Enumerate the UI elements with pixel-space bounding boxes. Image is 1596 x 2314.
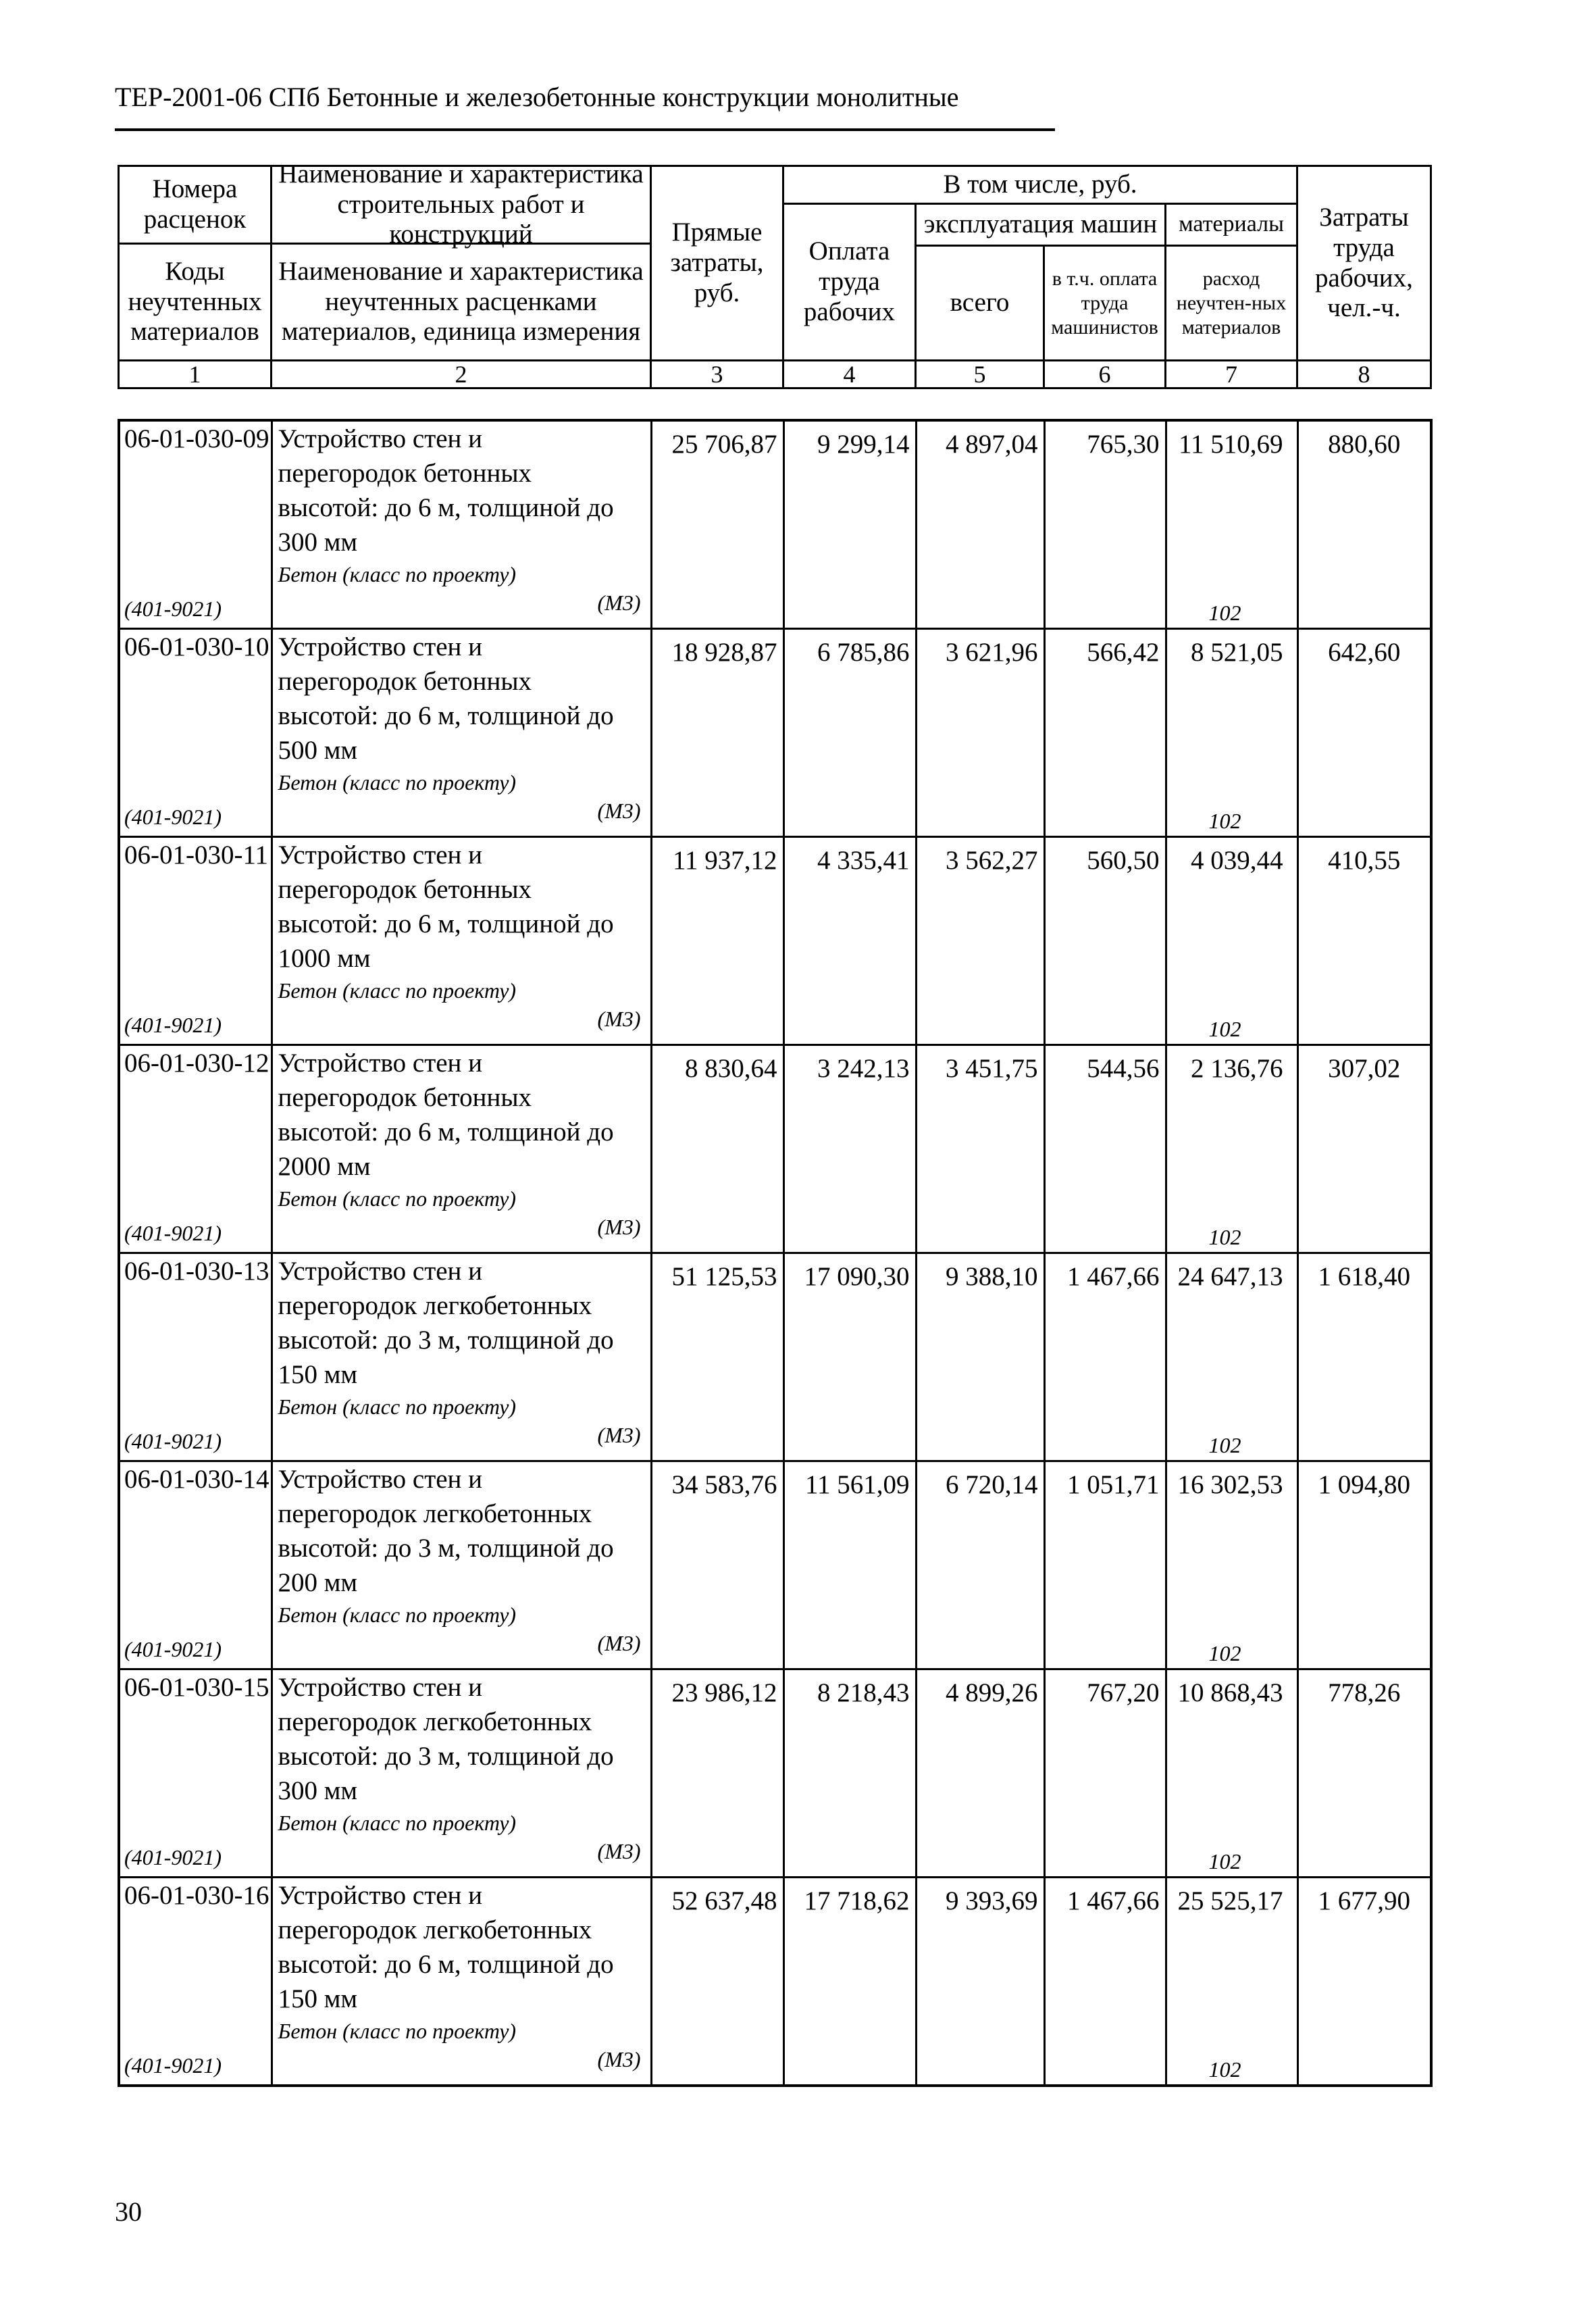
work-name-line: 200 мм	[278, 1568, 358, 1597]
machinists-pay: 1 467,66	[1044, 1878, 1166, 2086]
material-code: (401-9021)	[124, 597, 222, 621]
materials-cell	[1166, 420, 1297, 629]
machines-total: 3 451,75	[916, 1045, 1044, 1253]
table-row	[119, 420, 1431, 629]
header-col6: в т.ч. оплата труда машинистов	[1044, 246, 1166, 361]
labor-pay: 11 561,09	[783, 1461, 916, 1669]
work-name-line: Устройство стен и	[278, 1673, 483, 1702]
work-name-line: 300 мм	[278, 1776, 358, 1805]
rate-code-cell	[119, 1045, 272, 1253]
header-num-6: 6	[1044, 361, 1166, 388]
work-name-cell	[272, 1253, 651, 1461]
work-name-cell	[272, 1045, 651, 1253]
materials-cell	[1166, 837, 1297, 1045]
work-name-cell	[272, 837, 651, 1045]
work-name-cell	[272, 1878, 651, 2086]
rate-code: 06-01-030-13	[124, 1257, 269, 1286]
direct-costs: 52 637,48	[651, 1878, 783, 2086]
materials-cell	[1166, 1045, 1297, 1253]
material-unit: (М3)	[597, 1215, 641, 1239]
table-row	[119, 629, 1431, 837]
work-name-line: перегородок бетонных	[278, 875, 532, 904]
machinists-pay: 1 467,66	[1044, 1253, 1166, 1461]
machines-total: 9 388,10	[916, 1253, 1044, 1461]
header-num-5: 5	[916, 361, 1044, 388]
labor-pay: 6 785,86	[783, 629, 916, 837]
work-name-line: перегородок бетонных	[278, 459, 532, 488]
material-quantity: 102	[1208, 601, 1241, 625]
work-name-line: Устройство стен и	[278, 1049, 483, 1078]
material-unit: (М3)	[597, 590, 641, 615]
work-name-line: высотой: до 3 м, толщиной до	[278, 1534, 614, 1563]
table-row	[119, 1669, 1431, 1878]
material-code: (401-9021)	[124, 1221, 222, 1245]
header-num-3: 3	[651, 361, 783, 388]
material-name: Бетон (класс по проекту)	[278, 2019, 517, 2043]
rate-code-cell	[119, 1461, 272, 1669]
materials-cost: 24 647,13	[1177, 1262, 1283, 1291]
machinists-pay: 1 051,71	[1044, 1461, 1166, 1669]
work-name-line: высотой: до 6 м, толщиной до	[278, 701, 614, 730]
work-name-cell	[272, 1669, 651, 1878]
material-name: Бетон (класс по проекту)	[278, 770, 517, 795]
work-name-line: Устройство стен и	[278, 632, 483, 661]
work-name-line: высотой: до 6 м, толщиной до	[278, 909, 614, 938]
machinists-pay: 566,42	[1044, 629, 1166, 837]
materials-cost: 8 521,05	[1191, 638, 1283, 667]
work-name-line: перегородок бетонных	[278, 1083, 532, 1112]
header-col7: расход неучтен-ных материалов	[1166, 246, 1297, 361]
direct-costs: 18 928,87	[651, 629, 783, 837]
header-num-4: 4	[783, 361, 916, 388]
direct-costs: 25 706,87	[651, 420, 783, 629]
rate-code-cell	[119, 1253, 272, 1461]
rate-code-cell	[119, 1878, 272, 2086]
work-name-line: 2000 мм	[278, 1152, 371, 1181]
header-group-label: В том числе, руб.	[783, 166, 1297, 204]
rate-code-cell	[119, 1669, 272, 1878]
direct-costs: 8 830,64	[651, 1045, 783, 1253]
labor-hours: 1 618,40	[1297, 1253, 1431, 1461]
rate-code: 06-01-030-09	[124, 424, 269, 453]
direct-costs: 51 125,53	[651, 1253, 783, 1461]
materials-cost: 16 302,53	[1177, 1470, 1283, 1499]
rate-code-cell	[119, 629, 272, 837]
labor-hours: 778,26	[1297, 1669, 1431, 1878]
work-name-cell	[272, 629, 651, 837]
labor-hours: 410,55	[1297, 837, 1431, 1045]
materials-cost: 25 525,17	[1177, 1886, 1283, 1915]
labor-pay: 9 299,14	[783, 420, 916, 629]
material-name: Бетон (класс по проекту)	[278, 1811, 517, 1835]
labor-pay: 8 218,43	[783, 1669, 916, 1878]
header-num-7: 7	[1166, 361, 1297, 388]
header-col3: Прямые затраты, руб.	[651, 166, 783, 361]
rate-code-cell	[119, 420, 272, 629]
materials-cost: 11 510,69	[1178, 430, 1283, 459]
rate-code: 06-01-030-11	[124, 840, 269, 870]
rate-code: 06-01-030-12	[124, 1049, 269, 1078]
header-num-8: 8	[1297, 361, 1431, 388]
work-name-cell	[272, 420, 651, 629]
header-col5: всего	[916, 246, 1044, 361]
materials-cell	[1166, 1878, 1297, 2086]
material-quantity: 102	[1208, 1225, 1241, 1249]
work-name-line: Устройство стен и	[278, 840, 483, 870]
work-name-line: Устройство стен и	[278, 424, 483, 453]
machinists-pay: 544,56	[1044, 1045, 1166, 1253]
labor-pay: 4 335,41	[783, 837, 916, 1045]
rate-code: 06-01-030-15	[124, 1673, 269, 1702]
material-quantity: 102	[1208, 1849, 1241, 1873]
work-name-line: высотой: до 3 м, толщиной до	[278, 1326, 614, 1355]
material-code: (401-9021)	[124, 2053, 222, 2078]
material-code: (401-9021)	[124, 1013, 222, 1037]
materials-cell	[1166, 1461, 1297, 1669]
title-rule	[115, 128, 1055, 131]
machinists-pay: 765,30	[1044, 420, 1166, 629]
material-code: (401-9021)	[124, 1637, 222, 1661]
direct-costs: 23 986,12	[651, 1669, 783, 1878]
material-unit: (М3)	[597, 1007, 641, 1031]
materials-cost: 4 039,44	[1191, 846, 1283, 875]
machines-total: 3 621,96	[916, 629, 1044, 837]
material-quantity: 102	[1208, 1433, 1241, 1457]
work-name-line: 150 мм	[278, 1360, 358, 1389]
header-num-2: 2	[272, 361, 651, 388]
header-col1-top: Номера расценок	[120, 167, 270, 245]
header-col2-bottom: Наименование и характеристика неучтенных расценками материалов, единица измерения	[278, 256, 644, 347]
header-col4: Оплата труда рабочих	[783, 204, 916, 361]
rates-table	[118, 419, 1433, 2087]
labor-hours: 1 094,80	[1297, 1461, 1431, 1669]
rate-code: 06-01-030-16	[124, 1881, 269, 1910]
material-code: (401-9021)	[124, 805, 222, 829]
labor-pay: 17 090,30	[783, 1253, 916, 1461]
machines-total: 3 562,27	[916, 837, 1044, 1045]
material-unit: (М3)	[597, 1839, 641, 1863]
work-name-line: перегородок легкобетонных	[278, 1707, 592, 1736]
header-col8: Затраты труда рабочих, чел.-ч.	[1297, 166, 1431, 361]
machines-total: 9 393,69	[916, 1878, 1044, 2086]
table-row	[119, 1461, 1431, 1669]
header-col2	[272, 159, 651, 361]
material-quantity: 102	[1208, 2057, 1241, 2082]
material-unit: (М3)	[597, 1631, 641, 1655]
material-name: Бетон (класс по проекту)	[278, 1186, 517, 1211]
machinists-pay: 560,50	[1044, 837, 1166, 1045]
materials-cost: 2 136,76	[1191, 1054, 1283, 1083]
table-row	[119, 1878, 1431, 2086]
direct-costs: 34 583,76	[651, 1461, 783, 1669]
work-name-line: перегородок легкобетонных	[278, 1499, 592, 1528]
table-row	[119, 1045, 1431, 1253]
work-name-line: 150 мм	[278, 1984, 358, 2013]
material-name: Бетон (класс по проекту)	[278, 1394, 517, 1419]
materials-cell	[1166, 629, 1297, 837]
work-name-line: высотой: до 6 м, толщиной до	[278, 493, 614, 522]
work-name-line: перегородок бетонных	[278, 667, 532, 696]
header-col1	[119, 166, 272, 361]
work-name-line: Устройство стен и	[278, 1465, 483, 1494]
header-num-1: 1	[119, 361, 272, 388]
labor-hours: 307,02	[1297, 1045, 1431, 1253]
work-name-line: высотой: до 6 м, толщиной до	[278, 1950, 614, 1979]
work-name-line: перегородок легкобетонных	[278, 1915, 592, 1944]
work-name-line: перегородок легкобетонных	[278, 1291, 592, 1320]
material-code: (401-9021)	[124, 1429, 222, 1453]
labor-hours: 642,60	[1297, 629, 1431, 837]
materials-cost: 10 868,43	[1177, 1678, 1283, 1707]
machines-total: 4 897,04	[916, 420, 1044, 629]
work-name-line: 500 мм	[278, 736, 358, 765]
table-header	[118, 159, 1432, 389]
material-quantity: 102	[1208, 1017, 1241, 1041]
work-name-line: высотой: до 6 м, толщиной до	[278, 1117, 614, 1147]
material-unit: (М3)	[597, 799, 641, 823]
header-col1-bottom: Коды неучтенных материалов	[128, 256, 262, 347]
work-name-line: Устройство стен и	[278, 1881, 483, 1910]
material-name: Бетон (класс по проекту)	[278, 978, 517, 1003]
machines-total: 4 899,26	[916, 1669, 1044, 1878]
material-unit: (М3)	[597, 1423, 641, 1447]
work-name-line: 1000 мм	[278, 944, 371, 973]
rate-code-cell	[119, 837, 272, 1045]
material-code: (401-9021)	[124, 1845, 222, 1869]
material-name: Бетон (класс по проекту)	[278, 562, 517, 586]
header-materials-label: материалы	[1166, 204, 1297, 246]
work-name-line: 300 мм	[278, 528, 358, 557]
labor-hours: 880,60	[1297, 420, 1431, 629]
table-row	[119, 1253, 1431, 1461]
table-body	[119, 420, 1431, 2086]
work-name-cell	[272, 1461, 651, 1669]
labor-pay: 17 718,62	[783, 1878, 916, 2086]
direct-costs: 11 937,12	[651, 837, 783, 1045]
rate-code: 06-01-030-14	[124, 1465, 269, 1494]
material-quantity: 102	[1208, 1641, 1241, 1665]
work-name-line: Устройство стен и	[278, 1257, 483, 1286]
document-title: ТЕР-2001-06 СПб Бетонные и железобетонные конструкции монолитные	[115, 82, 959, 112]
header-col2-top: Наименование и характеристика строительных работ и конструкций	[272, 167, 650, 245]
rate-code: 06-01-030-10	[124, 632, 269, 661]
page-number: 30	[115, 2196, 142, 2227]
material-unit: (М3)	[597, 2047, 641, 2071]
machinists-pay: 767,20	[1044, 1669, 1166, 1878]
table-row	[119, 837, 1431, 1045]
labor-hours: 1 677,90	[1297, 1878, 1431, 2086]
materials-cell	[1166, 1669, 1297, 1878]
header-machines-label: эксплуатация машин	[916, 204, 1166, 246]
material-name: Бетон (класс по проекту)	[278, 1603, 517, 1627]
material-quantity: 102	[1208, 809, 1241, 833]
work-name-line: высотой: до 3 м, толщиной до	[278, 1742, 614, 1771]
materials-cell	[1166, 1253, 1297, 1461]
machines-total: 6 720,14	[916, 1461, 1044, 1669]
labor-pay: 3 242,13	[783, 1045, 916, 1253]
